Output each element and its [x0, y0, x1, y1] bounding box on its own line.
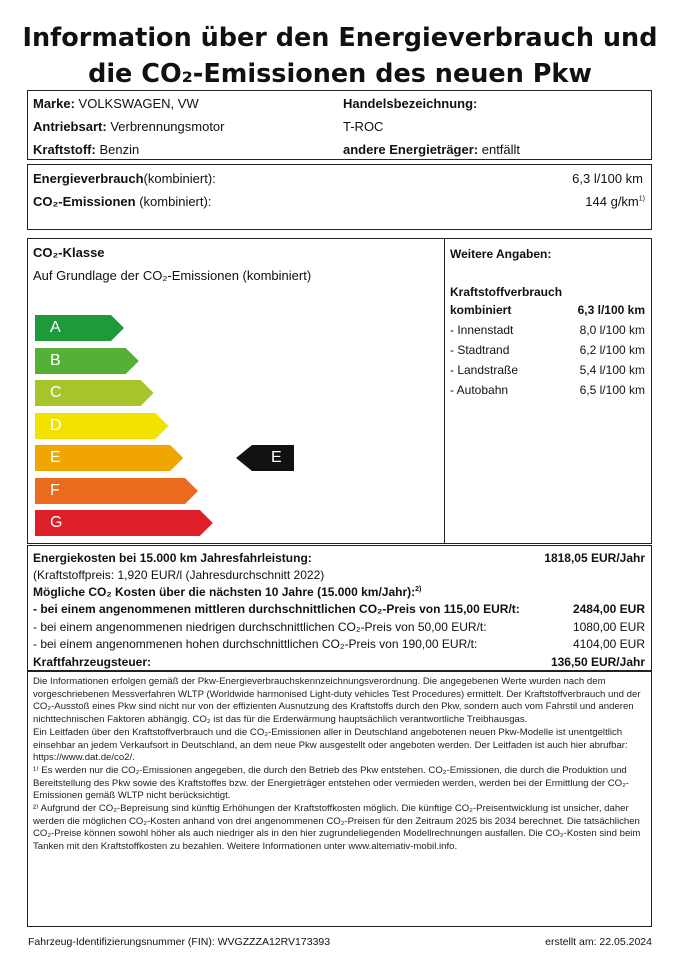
energiekosten-value: 1818,05 EUR/Jahr: [544, 551, 645, 565]
co2-emissionen-label: CO₂-Emissionen: [33, 194, 136, 209]
co2-emissionen-value: 144 g/km: [585, 194, 639, 209]
consumption-detail-value: 6,3 l/100 km: [577, 303, 645, 317]
co2-class-bar-c: [35, 380, 154, 406]
current-class-letter: E: [271, 449, 282, 466]
consumption-detail-label: - Innenstadt: [450, 323, 514, 337]
energieverbrauch-row: [33, 171, 216, 187]
andere-energietraeger-value: entfällt: [481, 142, 521, 157]
kraftstoff-value: Benzin: [99, 142, 140, 157]
andere-energietraeger-label: andere Energieträger:: [343, 142, 479, 157]
fine-print-paragraph: Ein Leitfaden über den Kraftstoffverbrauch und die CO₂-Emissionen aller in Deutschland angebotenen neuen Pkw-Modelle ist unentgeltlich einsehbar an jedem Verkaufsort in Deutschland, an dem neue Pkw ausgestellt oder angeboten werden. Der Leitfaden ist auch hier abrufbar: https://www.dat.de/co2/.: [33, 726, 628, 764]
co2-price-scenario-label: - bei einem angenommenen niedrigen durchschnittlichen CO₂-Preis von 50,00 EUR/t:: [33, 619, 487, 634]
co2-class-bar-d: [35, 413, 168, 439]
consumption-detail-label: - Stadtrand: [450, 343, 510, 357]
energieverbrauch-value: 6,3 l/100 km: [572, 171, 643, 186]
antriebsart-label: Antriebsart:: [33, 119, 107, 134]
co2-class-letter: D: [50, 416, 62, 434]
co2-class-letter: F: [50, 481, 60, 499]
handelsbezeichnung-value: T-ROC: [343, 119, 384, 134]
marke-label: Marke:: [33, 96, 75, 111]
andere-energietraeger-row: [343, 142, 520, 158]
consumption-detail-value: 6,5 l/100 km: [579, 383, 645, 397]
consumption-detail-label: - Autobahn: [450, 383, 509, 397]
fine-print-paragraph: Die Informationen erfolgen gemäß der Pkw-Energieverbrauchskennzeichnungsverordnung. Die angegebenen Werte wurden nach dem vorgeschriebenen Messverfahren WLTP (Worldwide harmonised Light-duty vehicles Test Procedures) ermittelt. Der Kraftstoffverbrauch und der CO₂-Ausstoß eines Pkw sind nicht nur von der effizienten Ausnutzung des Kraftstoffs durch den Pkw, sondern auch vom Fahrstil und anderen nichttechnischen Faktoren abhängig. CO₂ ist das für die Erderwärmung hauptsächlich verantwortliche Treibhausgas.: [33, 676, 641, 726]
consumption-detail-value: 6,2 l/100 km: [579, 343, 645, 357]
co2-class-bar-shape: [35, 315, 124, 341]
co2-class-divider: [444, 238, 445, 544]
page-title-line-2: die CO₂-Emissionen des neuen Pkw: [88, 59, 592, 89]
co2-class-bar-f: [35, 478, 198, 504]
co2-kosten-row: [33, 584, 421, 600]
co2-class-letter: A: [50, 319, 61, 336]
kraftstoff-label: Kraftstoff:: [33, 142, 96, 157]
kraftfahrzeugsteuer-label: Kraftfahrzeugsteuer:: [33, 655, 152, 669]
kraftstoffpreis-note: (Kraftstoffpreis: 1,920 EUR/l (Jahresdurchschnitt 2022): [33, 568, 325, 582]
co2-class-bar-a: [35, 315, 124, 341]
fin-number: Fahrzeug-Identifizierungsnummer (FIN): WVGZZZA12RV173393: [28, 936, 331, 948]
co2-kosten-footnote-marker: 2): [415, 586, 422, 593]
energieverbrauch-label: Energieverbrauch: [33, 171, 144, 186]
kraftfahrzeugsteuer-value: 136,50 EUR/Jahr: [550, 655, 645, 669]
current-class-indicator: [236, 445, 294, 471]
co2-class-letter: G: [50, 514, 63, 531]
page-title: [0, 20, 680, 92]
antriebsart-value: Verbrennungsmotor: [110, 119, 225, 134]
co2-kosten-label: Mögliche CO₂ Kosten über die nächsten 10 Jahre (15.000 km/Jahr):: [33, 585, 416, 599]
kraftstoff-row: [33, 142, 139, 158]
co2-emissionen-value-row: [450, 194, 645, 210]
kraftstoffverbrauch-label: Kraftstoffverbrauch: [450, 285, 563, 299]
marke-row: [33, 96, 199, 112]
co2-price-scenario-label: - bei einem angenommenen hohen durchschnittlichen CO₂-Preis von 190,00 EUR/t:: [33, 637, 478, 651]
co2-emissionen-suffix: (kombiniert):: [139, 194, 212, 209]
weitere-angaben-heading: Weitere Angaben:: [450, 247, 552, 261]
energieverbrauch-suffix: (kombiniert):: [143, 171, 216, 186]
consumption-detail-value: 5,4 l/100 km: [579, 363, 645, 377]
consumption-detail-label: kombiniert: [450, 303, 512, 317]
co2-class-letter: E: [50, 449, 61, 466]
handelsbezeichnung-label: Handelsbezeichnung:: [343, 96, 478, 111]
fine-print-paragraph: ¹⁾ Es werden nur die CO₂-Emissionen angegeben, die durch den Betrieb des Pkw entstehen. CO₂-Emissionen, die durch die Produktion und Bereitstellung des Pkw sowie des Kraftstoffes bzw. der Energieträger entstehen oder vermieden werden, werden bei der Ermittlung der CO₂-Emissionen gemäß WLTP nicht berücksichtigt.: [33, 764, 629, 802]
page-title-line-1: Information über den Energieverbrauch und: [22, 23, 658, 53]
co2-class-letter: C: [50, 384, 62, 401]
co2-class-bar-b: [35, 348, 139, 374]
fine-print: [33, 676, 647, 854]
co2-class-letter: B: [50, 351, 61, 369]
indicator-arrow-shape: [236, 445, 294, 471]
co2-class-subheading: Auf Grundlage der CO₂-Emissionen (kombiniert): [33, 268, 312, 283]
energiekosten-label: Energiekosten bei 15.000 km Jahresfahrleistung:: [33, 551, 312, 565]
co2-price-scenario-value: 1080,00 EUR: [572, 619, 645, 634]
co2-class-bar-g: [35, 510, 213, 536]
fine-print-paragraph: ²⁾ Aufgrund der CO₂-Bepreisung sind künftig Erhöhungen der Kraftstoffkosten möglich. Die künftige CO₂-Preisentwicklung ist unsicher, daher werden die möglichen CO₂-Kosten anhand von drei angenommenen CO₂-Preisen für den Zeitraum 2025 bis 2034 berechnet. Die tatsächlichen CO₂-Preise können sowohl höher als auch niedriger als in den hier zugrundeliegenden Modellrechnungen ausfallen. Die CO₂-Kosten sind beim Tanken mit den Kraftstoffkosten zu bezahlen. Weitere Informationen unter www.alternativ-mobil.info.: [33, 803, 641, 853]
co2-price-scenario-value: 2484,00 EUR: [572, 602, 645, 616]
co2-class-heading: CO₂-Klasse: [33, 245, 105, 260]
consumption-detail-value: 8,0 l/100 km: [579, 323, 645, 337]
co2-footnote-marker: 1): [638, 195, 645, 203]
co2-emissionen-row: [33, 194, 211, 210]
co2-class-bar-e: [35, 445, 183, 471]
antriebsart-row: [33, 119, 225, 135]
marke-value: VOLKSWAGEN, VW: [78, 96, 199, 111]
co2-price-scenario-value: 4104,00 EUR: [572, 637, 645, 651]
consumption-detail-label: - Landstraße: [450, 363, 519, 377]
co2-price-scenario-label: - bei einem angenommenen mittleren durchschnittlichen CO₂-Preis von 115,00 EUR/t:: [33, 602, 520, 616]
erstellt-am: erstellt am: 22.05.2024: [545, 936, 652, 948]
